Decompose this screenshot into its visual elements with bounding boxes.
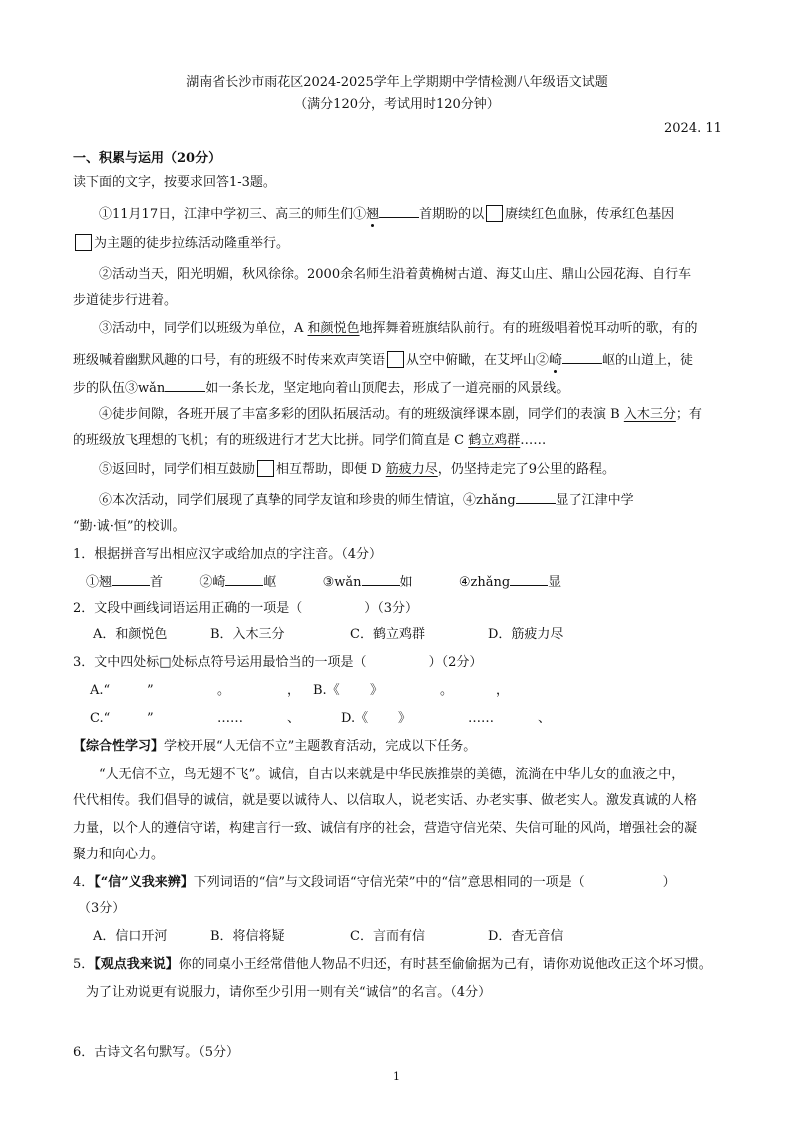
question-1-stem: 1．根据拼音写出相应汉字或给加点的字注音。（4分）: [73, 547, 383, 562]
question-6-stem: 6．古诗文名句默写。（5分）: [73, 1045, 240, 1060]
question-3-option-a[interactable]: A.“ ” 。 ，: [90, 683, 301, 698]
question-2-stem: 2．文段中画线词语运用正确的一项是（ ）（3分）: [73, 601, 419, 616]
question-2-option-c[interactable]: C．鹤立鸡群: [350, 627, 425, 642]
answer-blank: [516, 490, 556, 504]
section-heading: 一、积累与运用（20分）: [73, 151, 222, 166]
question-3-option-c[interactable]: C.“ ” …… 、: [90, 711, 301, 726]
section-intro: 读下面的文字，按要求回答1-3题。: [73, 175, 276, 190]
answer-blank[interactable]: [112, 572, 150, 586]
question-1-answers: ①翘 首 ②崎 岖 ③wǎn 如 ④zhǎng 显: [86, 572, 561, 592]
passage-line: ①11月17日，江津中学初三、高三的师生们①翘 首期盼的以 赓续红色血脉，传承红色基因: [99, 204, 674, 224]
exam-title: 湖南省长沙市雨花区2024-2025学年上学期期中学情检测八年级语文试题: [186, 75, 608, 90]
question-2-option-a[interactable]: A．和颜悦色: [93, 627, 168, 642]
passage-line: ⑥本次活动，同学们展现了真挚的同学友谊和珍贵的师生情谊，④zhǎng 显了江津中学: [99, 490, 634, 510]
question-3-option-b[interactable]: B.《 》 。 ，: [313, 683, 510, 698]
passage-line: 班级喊着幽默风趣的口号，有的班级不时传来欢声笑语 从空中俯瞰，在艾坪山②崎 岖的山道上，徒: [73, 350, 693, 370]
question-4-stem: 4．【“信”义我来辨】下列词语的“信”与文段词语“守信光荣”中的“信”意思相同的一项是（ ）: [73, 875, 676, 890]
page-number: 1: [393, 1070, 400, 1083]
question-4-option-b[interactable]: B．将信将疑: [210, 929, 285, 944]
question-5-stem: 5．【观点我来说】你的同桌小王经常借他人物品不归还，有时甚至偷偷据为己有，请你劝说他改正这个坏习惯。: [73, 957, 712, 972]
passage-line: ②活动当天，阳光明媚，秋风徐徐。2000余名师生沿着黄桷树古道、海艾山庄、鼎山公园花海、自行车: [99, 267, 692, 282]
dotted-char: 翘: [366, 207, 380, 222]
question-5-stem-cont: 为了让劝说更有说服力，请你至少引用一则有关“诚信”的名言。（4分）: [86, 985, 492, 1000]
underlined-idiom-d: 筋疲力尽: [385, 462, 438, 477]
passage-line: ③活动中，同学们以班级为单位，A 和颜悦色地挥舞着班旗结队前行。有的班级唱着悦耳动听的歌，有的: [99, 321, 698, 336]
passage-line: ④徒步间隙，各班开展了丰富多彩的团队拓展活动。有的班级演绎课本剧，同学们的表演 B 入木三分；有: [99, 407, 702, 422]
passage-line: 的班级放飞理想的飞机；有的班级进行才艺大比拼。同学们简直是 C 鹤立鸡群……: [73, 433, 547, 448]
punctuation-box: [257, 460, 274, 477]
question-4-score: （3分）: [78, 901, 126, 916]
answer-blank: [562, 350, 602, 364]
question-4-option-a[interactable]: A．信口开河: [93, 929, 168, 944]
exam-subtitle: （满分120分，考试用时120分钟）: [294, 97, 500, 112]
comprehensive-paragraph: “人无信不立，鸟无翅不飞”。诚信，自古以来就是中华民族推崇的美德，流淌在中华儿女的血液之中，: [99, 767, 685, 782]
underlined-idiom-c: 鹤立鸡群: [468, 433, 521, 448]
passage-line: 步道徒步行进着。: [73, 293, 178, 308]
comprehensive-intro: 【综合性学习】学校开展“人无信不立”主题教育活动，完成以下任务。: [73, 739, 477, 754]
question-3-option-d[interactable]: D.《 》 …… 、: [341, 711, 552, 726]
question-2-option-d[interactable]: D．筋疲力尽: [488, 627, 564, 642]
question-4-option-c[interactable]: C．言而有信: [350, 929, 425, 944]
passage-line: 步的队伍③wǎn 如一条长龙，坚定地向着山顶爬去，形成了一道亮丽的风景线。: [73, 378, 569, 398]
exam-date: 2024. 11: [664, 121, 722, 136]
answer-blank[interactable]: [510, 572, 548, 586]
punctuation-box: [387, 351, 404, 368]
underlined-idiom-b: 入木三分: [623, 407, 676, 422]
passage-line: ⑤返回时，同学们相互鼓励 相互帮助，即便 D 筋疲力尽，仍坚持走完了9公里的路程。: [99, 462, 616, 477]
punctuation-box: [75, 234, 92, 251]
dotted-char: 崎: [549, 353, 563, 368]
answer-blank: [165, 378, 205, 392]
passage-line: “勤·诚·恒”的校训。: [73, 519, 186, 534]
passage-line: 为主题的徒步拉练活动隆重举行。: [73, 234, 289, 253]
answer-blank: [379, 204, 419, 218]
question-4-option-d[interactable]: D．杳无音信: [488, 929, 564, 944]
comprehensive-paragraph: 力量，以个人的遵信守诺，构建言行一致、诚信有序的社会，营造守信光荣、失信可耻的风尚，增强社会的凝: [73, 821, 698, 836]
question-2-option-b[interactable]: B．入木三分: [210, 627, 285, 642]
answer-blank[interactable]: [362, 572, 400, 586]
comprehensive-paragraph: 聚力和向心力。: [73, 847, 165, 862]
underlined-idiom-a: 和颜悦色: [307, 321, 360, 336]
question-3-stem: 3．文中四处标□处标点符号运用最恰当的一项是（ ）（2分）: [73, 655, 483, 670]
punctuation-box: [486, 205, 503, 222]
comprehensive-paragraph: 代代相传。我们倡导的诚信，就是要以诚待人、以信取人，说老实话、办老实事、做老实人。激发真诚的人格: [73, 793, 698, 808]
answer-blank[interactable]: [225, 572, 263, 586]
